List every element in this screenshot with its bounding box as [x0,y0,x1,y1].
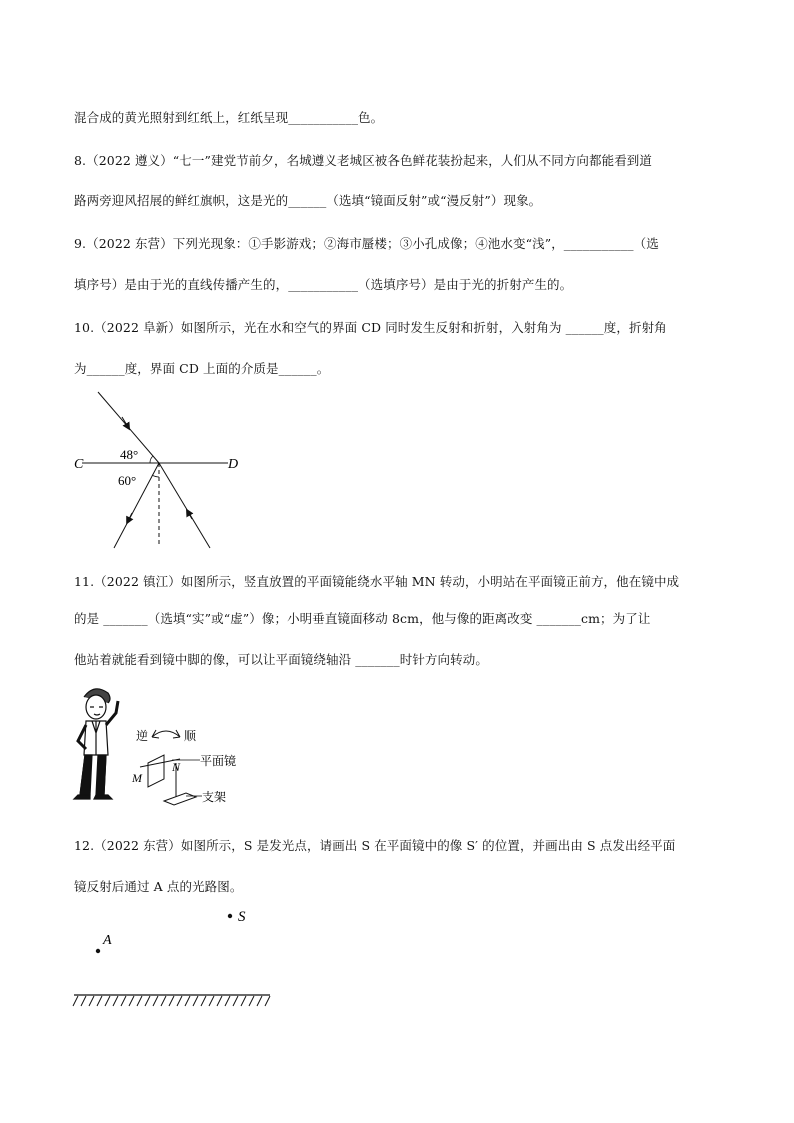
q9-line-2: 填序号）是由于光的直线传播产生的，___________（选填序号）是由于光的折射产生的。 [74,277,573,292]
q11-line-1: 11.（2022 镇江）如图所示，竖直放置的平面镜能绕水平轴 MN 转动，小明站在平面镜正前方，他在镜中成 [74,574,680,589]
angle-label-60: 60° [118,473,137,488]
label-mirror: 平面镜 [200,754,237,768]
label-n: N [172,760,181,774]
q12-line-1: 12.（2022 东营）如图所示，S 是发光点，请画出 S 在平面镜中的像 S′ 的位置，并画出由 S 点发出经平面 [74,838,676,853]
ray-lower-left-arrow [128,513,132,521]
label-c: C [74,457,84,472]
q12-mirror-figure [70,900,280,1015]
prev-question-line-1: 混合成的黄光照射到红纸上，红纸呈现___________色。 [74,110,384,125]
point-s [228,914,232,918]
q10-line-1: 10.（2022 阜新）如图所示，光在水和空气的界面 CD 同时发生反射和折射，入射角为 ______度，折射角 [74,320,667,335]
rotation-arrow [152,731,180,737]
label-d: D [228,457,239,472]
label-s: S [238,909,246,925]
label-shun: 顺 [184,729,197,743]
ray-upper-left-arrow [122,417,128,427]
label-stand: 支架 [202,790,227,804]
q8-line-2: 路两旁迎风招展的鲜红旗帜，这是光的______（选填“镜面反射”或“漫反射”）现象。 [74,193,542,208]
point-a [96,949,100,953]
ray-lower-right-arrow [188,512,192,519]
stand-base [164,793,196,805]
boy-illustration [74,689,118,799]
angle-arc-60 [152,475,159,477]
plane-mirror [148,755,164,787]
mirror-hatching [73,996,270,1006]
q9-line-1: 9.（2022 东营）下列光现象：①手影游戏；②海市蜃楼；③小孔成像；④池水变“浅”，___________（选 [74,236,659,251]
q10-refraction-figure [70,385,250,555]
label-a: A [103,933,112,948]
q11-mirror-figure [68,683,258,808]
q11-line-3: 他站着就能看到镜中脚的像，可以让平面镜绕轴沿 _______时针方向转动。 [74,652,488,667]
ray-lower-right [159,463,210,548]
q8-line-1: 8.（2022 遵义）“七一”建党节前夕，名城遵义老城区被各色鲜花装扮起来，人们从不同方向都能看到道 [74,153,652,168]
label-m: M [132,771,142,785]
q12-line-2: 镜反射后通过 A 点的光路图。 [74,879,243,894]
q10-line-2: 为______度，界面 CD 上面的介质是______。 [74,361,330,376]
angle-arc-48 [150,456,153,463]
angle-label-48: 48° [120,447,139,462]
q11-line-2: 的是 _______（选填“实”或“虚”）像；小明垂直镜面移动 8cm，他与像的距离改变 _______cm；为了让 [74,611,651,626]
label-ni: 逆 [136,729,149,743]
